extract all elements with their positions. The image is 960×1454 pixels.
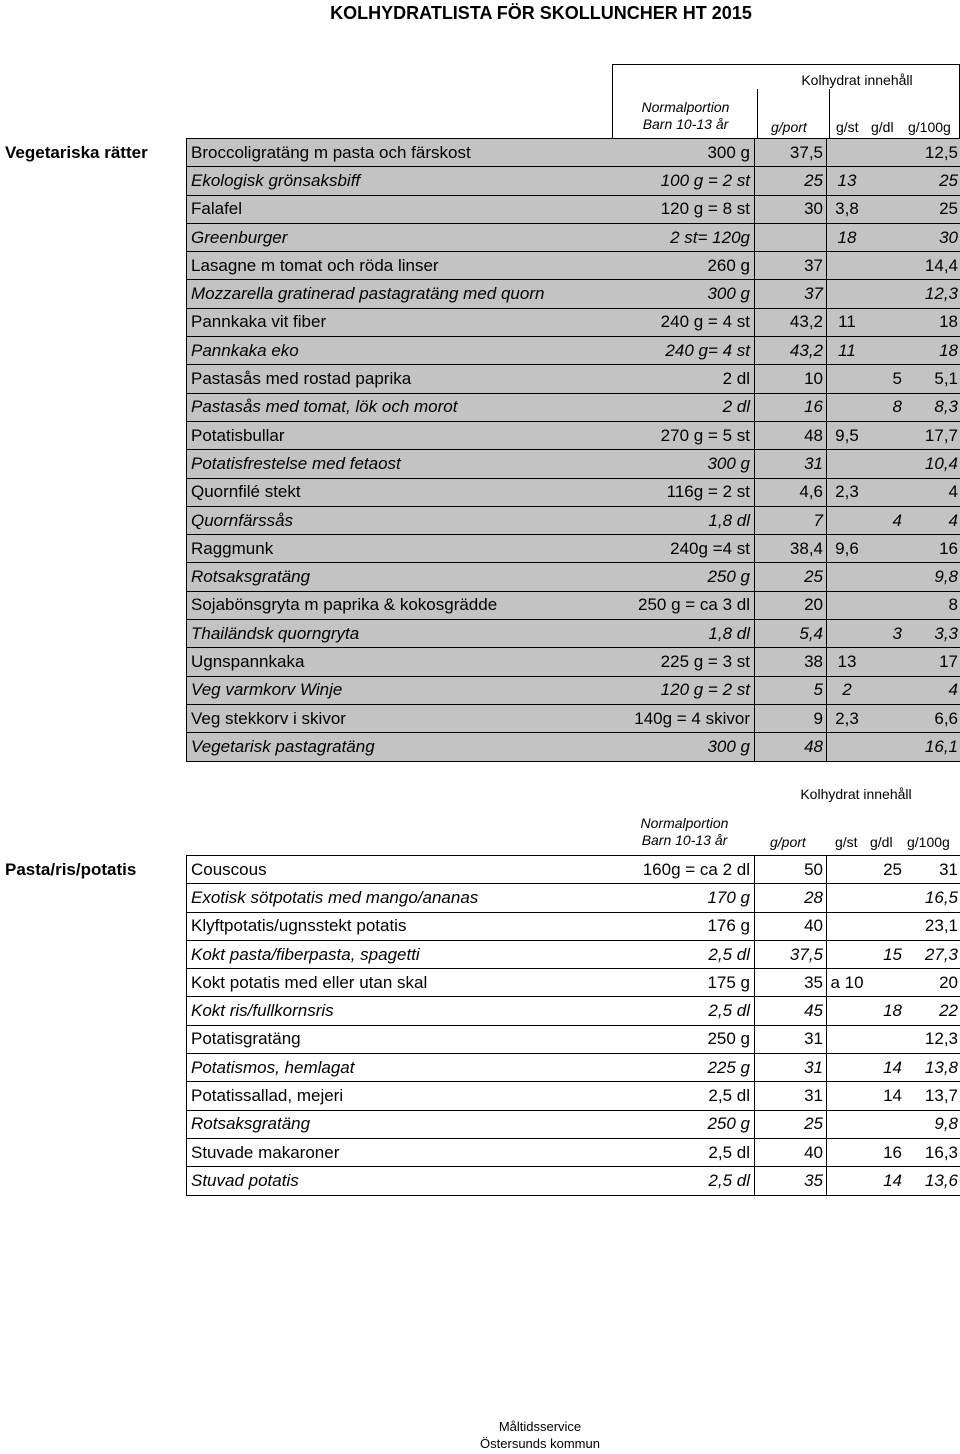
- g-per-dl-cell: [867, 224, 905, 251]
- col-header-gdl: g/dl: [871, 119, 894, 135]
- dish-name-cell: Lasagne m tomat och röda linser: [191, 255, 439, 275]
- g-per-portion-cell: 25: [755, 167, 827, 194]
- table-row: [186, 1082, 960, 1110]
- g-per-dl-cell: 14: [883, 1057, 902, 1077]
- table-row: [186, 856, 960, 884]
- g-per-100g-cell: 30: [939, 227, 958, 247]
- g-per-dl-cell: [867, 648, 905, 675]
- g-per-portion-cell: 37: [755, 252, 827, 279]
- g-per-100g-cell: 12,3: [924, 1029, 958, 1049]
- g-per-piece-cell: [827, 592, 867, 619]
- portion-cell: 260 g: [607, 252, 755, 279]
- dish-name-cell: Potatissallad, mejeri: [191, 1086, 344, 1106]
- g-per-100g-cell: 3,3: [934, 623, 958, 643]
- g-per-piece-cell: [827, 620, 867, 647]
- dish-name-cell: Broccoligratäng m pasta och färskost: [191, 142, 471, 162]
- g-per-piece-cell: [827, 252, 867, 279]
- col-header-gport: g/port: [770, 834, 806, 850]
- g-per-100g-cell: 4: [948, 510, 958, 530]
- g-per-piece-cell: [827, 913, 867, 940]
- portion-cell: 2 dl: [607, 365, 755, 392]
- portion-cell: 225 g = 3 st: [607, 648, 755, 675]
- portion-cell: 250 g: [607, 563, 755, 590]
- dish-name-cell: Potatismos, hemlagat: [191, 1057, 355, 1077]
- section-label-pasta: Pasta/ris/potatis: [5, 860, 137, 879]
- dish-name-cell: Veg stekkorv i skivor: [191, 708, 346, 728]
- g-per-dl-cell: 14: [883, 1086, 902, 1106]
- g-per-100g-cell: 17: [939, 651, 958, 671]
- footer: [440, 1418, 640, 1452]
- g-per-100g-cell: 16,5: [924, 887, 958, 907]
- table-row: [186, 1054, 960, 1082]
- g-per-dl-cell: [867, 592, 905, 619]
- g-per-portion-cell: 31: [755, 1082, 827, 1109]
- portion-cell: 140g = 4 skivor: [607, 705, 755, 732]
- g-per-portion-cell: 43,2: [755, 309, 827, 336]
- portion-cell: 240g =4 st: [607, 535, 755, 562]
- g-per-100g-cell: 6,6: [934, 708, 958, 728]
- table-row: [186, 365, 960, 393]
- g-per-piece-cell: 11: [838, 312, 856, 332]
- normal-portion-heading: [613, 99, 758, 133]
- portion-cell: 2,5 dl: [607, 1167, 755, 1194]
- g-per-piece-cell: [827, 1082, 867, 1109]
- portion-cell: 250 g = ca 3 dl: [607, 592, 755, 619]
- table-row: [186, 941, 960, 969]
- normal-portion-line1: Normalportion: [640, 815, 729, 831]
- table-row: [186, 1026, 960, 1054]
- table-row: [186, 450, 960, 478]
- portion-cell: 240 g= 4 st: [607, 337, 755, 364]
- portion-cell: 160g = ca 2 dl: [607, 856, 755, 883]
- g-per-dl-cell: [867, 1026, 905, 1053]
- g-per-portion-cell: 25: [755, 1111, 827, 1138]
- g-per-piece-cell: [827, 563, 867, 590]
- g-per-piece-cell: 9,5: [835, 425, 859, 445]
- portion-cell: 2,5 dl: [607, 997, 755, 1024]
- portion-cell: 116g = 2 st: [607, 479, 755, 506]
- g-per-piece-cell: 2,3: [835, 482, 859, 502]
- dish-name-cell: Rotsaksgratäng: [191, 1114, 311, 1134]
- g-per-portion-cell: 48: [755, 733, 827, 760]
- table-row: [186, 913, 960, 941]
- g-per-piece-cell: [827, 1111, 867, 1138]
- table-row: [186, 394, 960, 422]
- g-per-dl-cell: 18: [883, 1001, 902, 1021]
- g-per-dl-cell: 16: [883, 1142, 902, 1162]
- g-per-portion-cell: 30: [755, 196, 827, 223]
- g-per-100g-cell: 20: [939, 972, 958, 992]
- g-per-100g-cell: 13,6: [924, 1170, 958, 1190]
- g-per-portion-cell: 40: [755, 1139, 827, 1166]
- g-per-dl-cell: [867, 535, 905, 562]
- footer-line2: Östersunds kommun: [480, 1436, 600, 1451]
- table-row: [186, 620, 960, 648]
- g-per-dl-cell: 8: [892, 397, 902, 417]
- g-per-piece-cell: [827, 365, 867, 392]
- g-per-portion-cell: 25: [755, 563, 827, 590]
- g-per-100g-cell: 9,8: [934, 1114, 958, 1134]
- g-per-piece-cell: 2: [842, 680, 852, 700]
- pasta-rice-potato-table: [186, 855, 960, 1196]
- dish-name-cell: Rotsaksgratäng: [191, 567, 311, 587]
- g-per-dl-cell: [867, 969, 905, 996]
- g-per-portion-cell: 4,6: [755, 479, 827, 506]
- g-per-piece-cell: [827, 394, 867, 421]
- g-per-dl-cell: [867, 1111, 905, 1138]
- carb-content-heading: Kolhydrat innehåll: [800, 786, 912, 802]
- g-per-portion-cell: 31: [755, 450, 827, 477]
- g-per-100g-cell: 22: [939, 1001, 958, 1021]
- g-per-piece-cell: [827, 1167, 867, 1194]
- g-per-piece-cell: [827, 280, 867, 307]
- g-per-portion-cell: 16: [755, 394, 827, 421]
- dish-name-cell: Thailändsk quorngryta: [191, 623, 360, 643]
- g-per-dl-cell: [867, 337, 905, 364]
- g-per-piece-cell: 13: [837, 170, 857, 190]
- table-row: [186, 337, 960, 365]
- g-per-piece-cell: 9,6: [835, 538, 859, 558]
- g-per-dl-cell: [867, 563, 905, 590]
- g-per-portion-cell: 31: [755, 1026, 827, 1053]
- portion-cell: 225 g: [607, 1054, 755, 1081]
- portion-cell: 120 g = 8 st: [607, 196, 755, 223]
- page-title: KOLHYDRATLISTA FÖR SKOLLUNCHER HT 2015: [330, 3, 752, 23]
- g-per-piece-cell: [827, 1054, 867, 1081]
- portion-cell: 2 st= 120g: [607, 224, 755, 251]
- g-per-piece-cell: 11: [838, 340, 856, 360]
- dish-name-cell: Pastasås med tomat, lök och morot: [191, 397, 458, 417]
- g-per-100g-cell: 17,7: [924, 425, 958, 445]
- col-header-gst: g/st: [836, 119, 859, 135]
- g-per-portion-cell: 20: [755, 592, 827, 619]
- header-divider: [757, 89, 758, 138]
- portion-cell: 1,8 dl: [607, 620, 755, 647]
- g-per-dl-cell: 4: [892, 510, 902, 530]
- portion-cell: 2 dl: [607, 394, 755, 421]
- g-per-piece-cell: 18: [837, 227, 857, 247]
- portion-cell: 300 g: [607, 733, 755, 760]
- dish-name-cell: Exotisk sötpotatis med mango/ananas: [191, 887, 479, 907]
- dish-name-cell: Sojabönsgryta m paprika & kokosgrädde: [191, 595, 498, 615]
- dish-name-cell: Pannkaka vit fiber: [191, 312, 327, 332]
- g-per-100g-cell: 9,8: [934, 567, 958, 587]
- g-per-piece-cell: 2,3: [835, 708, 859, 728]
- g-per-portion-cell: 5: [755, 677, 827, 704]
- portion-cell: 300 g: [607, 280, 755, 307]
- dish-name-cell: Potatisfrestelse med fetaost: [191, 453, 401, 473]
- portion-cell: 240 g = 4 st: [607, 309, 755, 336]
- portion-cell: 170 g: [607, 884, 755, 911]
- g-per-portion-cell: 40: [755, 913, 827, 940]
- table-header-vegetarian: [612, 64, 960, 138]
- g-per-100g-cell: 4: [948, 482, 958, 502]
- portion-cell: 270 g = 5 st: [607, 422, 755, 449]
- g-per-piece-cell: [827, 1139, 867, 1166]
- col-header-gdl: g/dl: [870, 834, 893, 850]
- g-per-piece-cell: [827, 733, 867, 760]
- table-row: [186, 139, 960, 167]
- g-per-dl-cell: [867, 280, 905, 307]
- col-header-g100: g/100g: [908, 119, 951, 135]
- portion-cell: 2,5 dl: [607, 1082, 755, 1109]
- g-per-100g-cell: 5,1: [934, 369, 958, 389]
- g-per-dl-cell: [867, 450, 905, 477]
- col-header-gport: g/port: [771, 119, 807, 135]
- g-per-dl-cell: [867, 479, 905, 506]
- dish-name-cell: Veg varmkorv Winje: [191, 680, 343, 700]
- g-per-portion-cell: 5,4: [755, 620, 827, 647]
- g-per-piece-cell: [827, 884, 867, 911]
- dish-name-cell: Potatisbullar: [191, 425, 285, 445]
- g-per-dl-cell: 15: [883, 944, 902, 964]
- portion-cell: 1,8 dl: [607, 507, 755, 534]
- table-row: [186, 422, 960, 450]
- table-row: [186, 1167, 960, 1195]
- dish-name-cell: Quornfilé stekt: [191, 482, 301, 502]
- dish-name-cell: Pastasås med rostad paprika: [191, 369, 412, 389]
- portion-cell: 300 g: [607, 450, 755, 477]
- dish-name-cell: Couscous: [191, 859, 267, 879]
- g-per-portion-cell: 38: [755, 648, 827, 675]
- g-per-piece-cell: [827, 941, 867, 968]
- portion-cell: 176 g: [607, 913, 755, 940]
- vegetarian-dishes-table: [186, 138, 960, 762]
- portion-cell: 2,5 dl: [607, 1139, 755, 1166]
- g-per-100g-cell: 18: [939, 340, 958, 360]
- table-row: [186, 592, 960, 620]
- dish-name-cell: Potatisgratäng: [191, 1029, 301, 1049]
- dish-name-cell: Pannkaka eko: [191, 340, 299, 360]
- table-row: [186, 884, 960, 912]
- g-per-100g-cell: 8: [948, 595, 958, 615]
- dish-name-cell: Raggmunk: [191, 538, 274, 558]
- g-per-100g-cell: 31: [939, 859, 958, 879]
- dish-name-cell: Greenburger: [191, 227, 288, 247]
- g-per-dl-cell: 3: [892, 623, 902, 643]
- normal-portion-line1: Normalportion: [641, 99, 730, 115]
- g-per-portion-cell: [755, 224, 827, 251]
- g-per-piece-cell: 3,8: [835, 199, 859, 219]
- dish-name-cell: Kokt potatis med eller utan skal: [191, 972, 428, 992]
- g-per-portion-cell: 37: [755, 280, 827, 307]
- portion-cell: 2,5 dl: [607, 941, 755, 968]
- g-per-dl-cell: [867, 309, 905, 336]
- g-per-100g-cell: 13,7: [924, 1086, 958, 1106]
- g-per-piece-cell: [827, 450, 867, 477]
- g-per-dl-cell: [867, 884, 905, 911]
- dish-name-cell: Kokt pasta/fiberpasta, spagetti: [191, 944, 420, 964]
- portion-cell: 300 g: [607, 139, 755, 166]
- g-per-piece-cell: [827, 507, 867, 534]
- g-per-100g-cell: 18: [939, 312, 958, 332]
- g-per-dl-cell: [867, 913, 905, 940]
- carb-content-heading: Kolhydrat innehåll: [801, 72, 913, 88]
- g-per-portion-cell: 37,5: [755, 139, 827, 166]
- g-per-dl-cell: [867, 677, 905, 704]
- dish-name-cell: Ekologisk grönsaksbiff: [191, 170, 361, 190]
- col-header-gst: g/st: [835, 834, 858, 850]
- portion-cell: 250 g: [607, 1026, 755, 1053]
- table-row: [186, 648, 960, 676]
- g-per-dl-cell: [867, 422, 905, 449]
- dish-name-cell: Quornfärssås: [191, 510, 294, 530]
- g-per-portion-cell: 45: [755, 997, 827, 1024]
- table-row: [186, 280, 960, 308]
- g-per-portion-cell: 37,5: [755, 941, 827, 968]
- g-per-100g-cell: 16: [939, 538, 958, 558]
- g-per-100g-cell: 10,4: [924, 453, 958, 473]
- dish-name-cell: Mozzarella gratinerad pastagratäng med quorn: [191, 284, 545, 304]
- g-per-100g-cell: 27,3: [924, 944, 958, 964]
- table-row: [186, 997, 960, 1025]
- g-per-piece-cell: [827, 997, 867, 1024]
- dish-name-cell: Klyftpotatis/ugnsstekt potatis: [191, 916, 407, 936]
- table-row: [186, 563, 960, 591]
- table-row: [186, 677, 960, 705]
- g-per-100g-cell: 13,8: [924, 1057, 958, 1077]
- table-row: [186, 479, 960, 507]
- g-per-100g-cell: 4: [948, 680, 958, 700]
- g-per-100g-cell: 8,3: [934, 397, 958, 417]
- footer-line1: Måltidsservice: [498, 1419, 582, 1434]
- g-per-100g-cell: 23,1: [924, 916, 958, 936]
- g-per-piece-cell: [827, 1026, 867, 1053]
- g-per-portion-cell: 10: [755, 365, 827, 392]
- dish-name-cell: Falafel: [191, 199, 243, 219]
- portion-cell: 250 g: [607, 1111, 755, 1138]
- g-per-portion-cell: 43,2: [755, 337, 827, 364]
- table-row: [186, 252, 960, 280]
- g-per-dl-cell: 5: [892, 369, 902, 389]
- table-row: [186, 535, 960, 563]
- g-per-100g-cell: 25: [939, 199, 958, 219]
- normal-portion-line2: Barn 10-13 år: [642, 116, 729, 132]
- dish-name-cell: Kokt ris/fullkornsris: [191, 1001, 334, 1021]
- table-row: [186, 705, 960, 733]
- normal-portion-heading: [612, 815, 757, 849]
- g-per-portion-cell: 28: [755, 884, 827, 911]
- table-row: [186, 167, 960, 195]
- g-per-100g-cell: 16,3: [924, 1142, 958, 1162]
- g-per-dl-cell: [867, 167, 905, 194]
- g-per-100g-cell: 12,3: [924, 284, 958, 304]
- table-header-pasta: [612, 784, 960, 854]
- table-row: [186, 224, 960, 252]
- table-row: [186, 733, 960, 761]
- table-row: [186, 1139, 960, 1167]
- g-per-dl-cell: [867, 705, 905, 732]
- g-per-dl-cell: 25: [883, 859, 902, 879]
- g-per-dl-cell: [867, 196, 905, 223]
- g-per-portion-cell: 50: [755, 856, 827, 883]
- dish-name-cell: Ugnspannkaka: [191, 651, 305, 671]
- g-per-dl-cell: [867, 139, 905, 166]
- g-per-100g-cell: 14,4: [924, 255, 958, 275]
- g-per-portion-cell: 31: [755, 1054, 827, 1081]
- normal-portion-line2: Barn 10-13 år: [641, 832, 728, 848]
- g-per-dl-cell: 14: [883, 1170, 902, 1190]
- g-per-100g-cell: 25: [939, 170, 958, 190]
- portion-cell: 100 g = 2 st: [607, 167, 755, 194]
- g-per-piece-cell: [827, 139, 867, 166]
- table-row: [186, 969, 960, 997]
- table-row: [186, 1111, 960, 1139]
- portion-cell: 120 g = 2 st: [607, 677, 755, 704]
- g-per-dl-cell: [867, 252, 905, 279]
- header-divider: [829, 89, 830, 138]
- table-row: [186, 309, 960, 337]
- section-label-vegetarian: Vegetariska rätter: [5, 143, 148, 162]
- table-row: [186, 507, 960, 535]
- g-per-portion-cell: 48: [755, 422, 827, 449]
- g-per-100g-cell: 12,5: [924, 142, 958, 162]
- col-header-g100: g/100g: [907, 834, 950, 850]
- g-per-piece-cell: [827, 856, 867, 883]
- table-row: [186, 196, 960, 224]
- g-per-dl-cell: [867, 733, 905, 760]
- g-per-piece-cell: 13: [837, 651, 857, 671]
- dish-name-cell: Vegetarisk pastagratäng: [191, 736, 375, 756]
- g-per-portion-cell: 9: [755, 705, 827, 732]
- g-per-portion-cell: 35: [755, 969, 827, 996]
- g-per-portion-cell: 35: [755, 1167, 827, 1194]
- g-per-100g-cell: 16,1: [924, 736, 958, 756]
- dish-name-cell: Stuvad potatis: [191, 1170, 299, 1190]
- portion-cell: 175 g: [607, 969, 755, 996]
- dish-name-cell: Stuvade makaroner: [191, 1142, 340, 1162]
- g-per-piece-cell: a 10: [830, 972, 864, 992]
- g-per-portion-cell: 38,4: [755, 535, 827, 562]
- g-per-portion-cell: 7: [755, 507, 827, 534]
